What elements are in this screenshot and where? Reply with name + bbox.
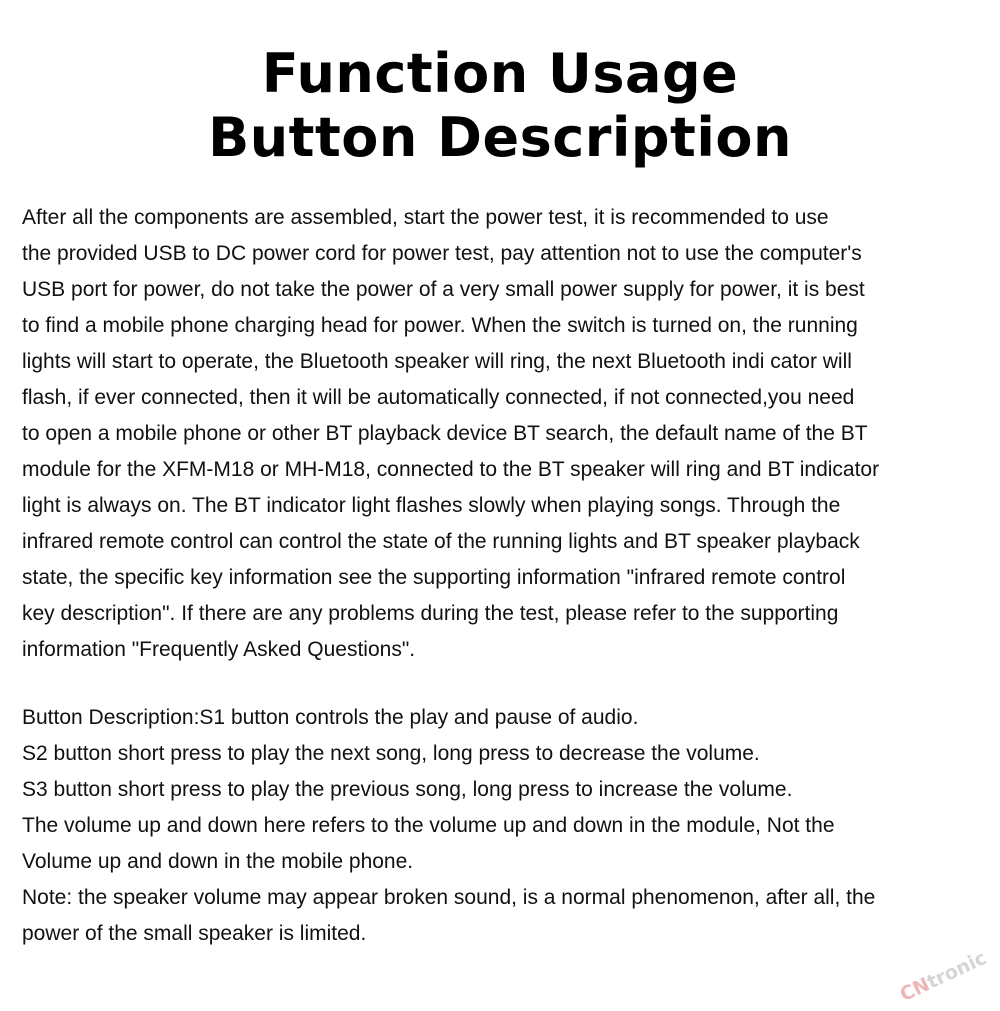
paragraph-line: power of the small speaker is limited. [22,922,367,945]
paragraph-line: Button Description:S1 button controls the play and pause of audio. [22,706,639,729]
paragraph-line: Volume up and down in the mobile phone. [22,850,414,873]
usage-paragraph [22,200,982,668]
paragraph-line: to open a mobile phone or other BT playback device BT search, the default name of the BT [22,422,868,445]
watermark-prefix: CN [896,973,934,1007]
paragraph-line: S2 button short press to play the next song, long press to decrease the volume. [22,742,760,765]
paragraph-line: flash, if ever connected, then it will be automatically connected, if not connected,you need [22,386,855,409]
paragraph-line: the provided USB to DC power cord for power test, pay attention not to use the computer's [22,242,862,265]
title-line-2: Button Description [208,106,792,169]
paragraph-line: S3 button short press to play the previous song, long press to increase the volume. [22,778,793,801]
svg-text:CNtronic [897,947,990,1006]
paragraph-line: Note: the speaker volume may appear broken sound, is a normal phenomenon, after all, the [22,886,876,909]
paragraph-line: infrared remote control can control the state of the running lights and BT speaker playback [22,530,860,553]
button-description-paragraph [22,700,982,952]
paragraph-line: light is always on. The BT indicator light flashes slowly when playing songs. Through the [22,494,841,517]
paragraph-line: key description". If there are any problems during the test, please refer to the supporting [22,602,839,625]
paragraph-line: information "Frequently Asked Questions". [22,638,416,661]
paragraph-line: lights will start to operate, the Bluetooth speaker will ring, the next Bluetooth indi cator will [22,350,852,373]
paragraph-line: to find a mobile phone charging head for power. When the switch is turned on, the running [22,314,858,337]
page-title [0,42,1000,170]
paragraph-line: USB port for power, do not take the power of a very small power supply for power, it is best [22,278,865,301]
paragraph-line: module for the XFM-M18 or MH-M18, connected to the BT speaker will ring and BT indicator [22,458,880,481]
watermark-suffix: tronic [923,946,990,994]
title-line-1: Function Usage [261,42,739,105]
paragraph-line: After all the components are assembled, start the power test, it is recommended to use [22,206,829,229]
paragraph-line: state, the specific key information see the supporting information "infrared remote control [22,566,846,589]
paragraph-line: The volume up and down here refers to the volume up and down in the module, Not the [22,814,835,837]
